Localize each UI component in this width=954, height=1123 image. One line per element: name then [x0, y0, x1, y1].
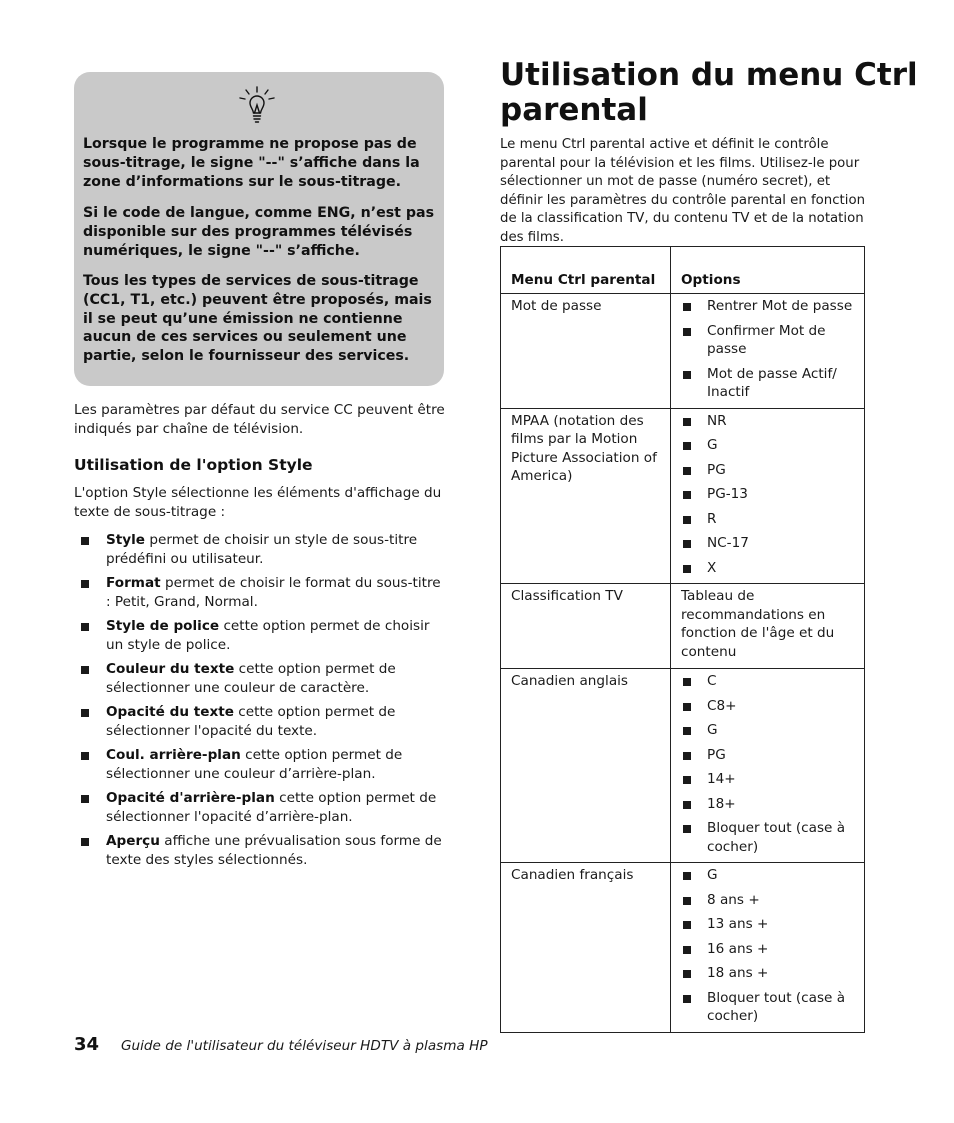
option-label: NC-17 [707, 535, 749, 551]
option-item [681, 989, 856, 1026]
options-cell [671, 408, 865, 584]
bullet-square-icon [683, 921, 691, 929]
option-label: 18+ [707, 795, 736, 812]
option-label: PG [707, 461, 726, 478]
tip-paragraph: Si le code de langue, comme ENG, n’est pas disponible sur des programmes télévisés numériques, le signe "--" s’affiche. [83, 205, 435, 259]
option-item [681, 915, 856, 934]
bullet-square-icon [683, 776, 691, 784]
page-title: Utilisation du menu Ctrl parental [500, 57, 918, 128]
option-description: permet de choisir un style de sous-titre prédéfini ou utilisateur. [106, 532, 418, 567]
bullet-square-icon [81, 666, 89, 674]
option-label: R [707, 510, 717, 527]
option-label: PG [707, 746, 726, 763]
option-description: cette option permet de choisir un style de police. [106, 618, 430, 653]
option-label: 18 ans + [707, 965, 769, 981]
list-item [74, 531, 446, 569]
bullet-square-icon [683, 371, 691, 379]
list-item [74, 660, 446, 698]
option-item [681, 819, 856, 856]
menu-cell: MPAA (notation des films par la Motion Picture Association of America) [501, 408, 671, 584]
option-label: G [707, 722, 718, 738]
option-item [681, 297, 856, 316]
table-row [501, 408, 865, 584]
option-label: Confirmer Mot de passe [707, 322, 826, 357]
bullet-square-icon [81, 709, 89, 717]
option-item [681, 940, 856, 959]
list-item [74, 832, 446, 870]
section-intro: L'option Style sélectionne les éléments d'affichage du texte de sous-titrage : [74, 485, 442, 520]
option-item [681, 365, 856, 402]
bullet-square-icon [683, 970, 691, 978]
option-label: C8+ [707, 697, 737, 714]
column-header-options: Options [671, 247, 865, 294]
option-description: permet de choisir le format du sous-titre : Petit, Grand, Normal. [106, 575, 441, 610]
bullet-square-icon [81, 623, 89, 631]
lightbulb-icon [238, 86, 276, 126]
parental-control-table [500, 246, 865, 1033]
guide-title: Guide de l'utilisateur du téléviseur HDTV à plasma HP [121, 1038, 488, 1054]
options-cell [671, 294, 865, 409]
bullet-square-icon [683, 491, 691, 499]
option-description: cette option permet de sélectionner une couleur de caractère. [106, 661, 396, 696]
option-item [681, 461, 856, 480]
option-item [681, 964, 856, 983]
option-description: cette option permet de sélectionner l'opacité d’arrière-plan. [106, 790, 437, 825]
option-item [681, 697, 856, 716]
bullet-square-icon [81, 795, 89, 803]
option-label: Bloquer tout (case à cocher) [707, 820, 846, 855]
bullet-square-icon [81, 752, 89, 760]
option-description: affiche une prévualisation sous forme de texte des styles sélectionnés. [106, 833, 442, 868]
column-header-menu: Menu Ctrl parental [501, 247, 671, 294]
option-item [681, 891, 856, 910]
bullet-square-icon [683, 946, 691, 954]
options-cell [671, 863, 865, 1033]
option-label: G [707, 437, 718, 453]
option-item [681, 866, 856, 885]
bullet-square-icon [81, 537, 89, 545]
table-row [501, 863, 865, 1033]
default-settings-note: Les paramètres par défaut du service CC peuvent être indiqués par chaîne de télévision. [74, 402, 445, 437]
bullet-square-icon [683, 516, 691, 524]
option-label: G [707, 867, 718, 883]
option-item [681, 770, 856, 789]
intro-paragraph: Le menu Ctrl parental active et définit le contrôle parental pour la télévision et les films. Utilisez-le pour sélectionner un mot de passe (numéro secret), et définir les paramètres du contrôle parental en fonction de la classification TV, du contenu TV et de la notation des films. [500, 137, 866, 245]
bullet-square-icon [683, 872, 691, 880]
option-label: C [707, 673, 717, 689]
bullet-square-icon [683, 467, 691, 475]
bullet-square-icon [683, 540, 691, 548]
bullet-square-icon [683, 752, 691, 760]
bullet-square-icon [81, 580, 89, 588]
table-header-row [501, 247, 865, 294]
bullet-square-icon [683, 825, 691, 833]
bullet-square-icon [683, 442, 691, 450]
option-term: Opacité d'arrière-plan [106, 790, 275, 806]
option-label: Bloquer tout (case à cocher) [707, 989, 846, 1024]
bullet-square-icon [683, 703, 691, 711]
option-label: Mot de passe Actif/ Inactif [707, 365, 837, 400]
option-term: Style [106, 532, 146, 548]
option-label: PG-13 [707, 486, 748, 502]
option-item [681, 559, 856, 578]
list-item [74, 703, 446, 741]
bullet-square-icon [683, 995, 691, 1003]
bullet-square-icon [81, 838, 89, 846]
option-item [681, 672, 856, 691]
option-item [681, 485, 856, 504]
menu-cell: Mot de passe [501, 294, 671, 409]
option-term: Coul. arrière-plan [106, 747, 241, 763]
section-heading: Utilisation de l'option Style [74, 456, 313, 474]
bullet-square-icon [683, 678, 691, 686]
tip-paragraph: Lorsque le programme ne propose pas de sous-titrage, le signe "--" s’affiche dans la zone d’informations sur le sous-titrage. [83, 136, 420, 190]
list-item [74, 789, 446, 827]
option-item [681, 721, 856, 740]
bullet-square-icon [683, 418, 691, 426]
option-description: cette option permet de sélectionner l'opacité du texte. [106, 704, 396, 739]
option-term: Format [106, 575, 161, 591]
option-term: Couleur du texte [106, 661, 235, 677]
table-row [501, 584, 865, 669]
option-term: Opacité du texte [106, 704, 234, 720]
option-item [681, 746, 856, 765]
bullet-square-icon [683, 565, 691, 573]
style-options-list [74, 531, 446, 875]
bullet-square-icon [683, 727, 691, 735]
option-label: 16 ans + [707, 940, 769, 957]
table-row [501, 669, 865, 863]
bullet-square-icon [683, 801, 691, 809]
option-item [681, 510, 856, 529]
option-term: Style de police [106, 618, 220, 634]
list-item [74, 574, 446, 612]
option-label: 8 ans + [707, 891, 760, 908]
bullet-square-icon [683, 303, 691, 311]
table-row [501, 294, 865, 409]
options-cell [671, 669, 865, 863]
tip-paragraph: Tous les types de services de sous-titrage (CC1, T1, etc.) peuvent être proposés, mais il se peut qu’une émission ne contienne aucun de ces services ou seulement une partie, selon le fournisseur des services. [83, 273, 432, 365]
option-term: Aperçu [106, 833, 160, 849]
menu-cell: Classification TV [501, 584, 671, 669]
option-label: 14+ [707, 771, 736, 787]
option-description: cette option permet de sélectionner une couleur d’arrière-plan. [106, 747, 403, 782]
option-item [681, 436, 856, 455]
option-label: Rentrer Mot de passe [707, 298, 853, 314]
option-item [681, 322, 856, 359]
option-label: X [707, 559, 717, 576]
list-item [74, 617, 446, 655]
option-item [681, 412, 856, 431]
option-item [681, 795, 856, 814]
options-cell: Tableau de recommandations en fonction de l'âge et du contenu [671, 584, 865, 669]
bullet-square-icon [683, 897, 691, 905]
bullet-square-icon [683, 328, 691, 336]
option-label: 13 ans + [707, 916, 769, 932]
option-label: NR [707, 412, 727, 429]
list-item [74, 746, 446, 784]
option-item [681, 534, 856, 553]
page-number: 34 [74, 1034, 100, 1055]
menu-cell: Canadien anglais [501, 669, 671, 863]
menu-cell: Canadien français [501, 863, 671, 1033]
